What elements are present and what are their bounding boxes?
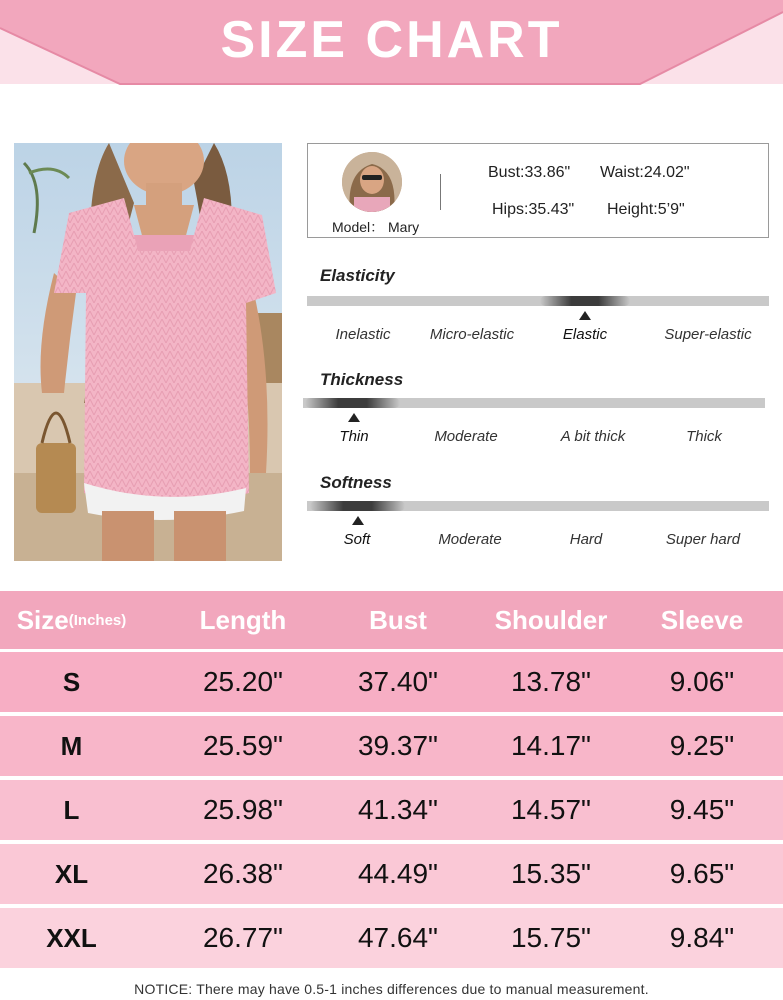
softness-label-soft: Soft — [343, 531, 371, 548]
model-avatar — [342, 152, 402, 212]
card-divider — [440, 174, 441, 210]
table-header-row — [0, 591, 783, 649]
header-sleeve: Sleeve — [660, 604, 744, 635]
elasticity-label-inelastic: Inelastic — [335, 326, 391, 343]
header-size — [0, 591, 143, 649]
elasticity-bar — [307, 296, 769, 306]
model-info-card — [307, 143, 769, 238]
measurement-notice: NOTICE: There may have 0.5-1 inches differences due to manual measurement. — [134, 981, 649, 997]
softness-label-hard: Hard — [569, 531, 603, 548]
row-length: 26.77" — [202, 922, 283, 953]
row-sleeve: 9.06" — [669, 666, 735, 697]
softness-label-moderate: Moderate — [438, 531, 502, 548]
thickness-label-a-bit-thick: A bit thick — [560, 428, 626, 445]
header-bust: Bust — [369, 604, 427, 635]
thickness-label-thick: Thick — [686, 428, 722, 445]
row-bust: 37.40" — [357, 666, 438, 697]
thickness-label-moderate: Moderate — [434, 428, 498, 445]
table-row — [0, 780, 783, 840]
table-row — [0, 844, 783, 904]
model-height: Height:5’9" — [607, 201, 685, 218]
softness-marker — [310, 501, 405, 511]
elasticity-title: Elasticity — [320, 266, 395, 285]
table-row — [0, 716, 783, 776]
row-bust: 47.64" — [357, 922, 438, 953]
row-bust: 41.34" — [357, 794, 438, 825]
row-size: XL — [54, 858, 89, 889]
softness-title: Softness — [320, 473, 392, 492]
model-photo — [14, 143, 282, 561]
header-shoulder: Shoulder — [494, 604, 608, 635]
header-size-label: Size — [16, 604, 69, 635]
row-size: M — [60, 730, 83, 761]
row-shoulder: 13.78" — [510, 666, 591, 697]
thickness-label-thin: Thin — [339, 428, 369, 445]
page-title: SIZE CHART — [220, 11, 563, 69]
table-row — [0, 908, 783, 968]
thickness-title: Thickness — [320, 370, 404, 389]
header-size-unit: (Inches) — [68, 611, 127, 629]
header-length: Length — [199, 604, 287, 635]
model-bust: Bust:33.86" — [488, 164, 571, 181]
row-length: 26.38" — [202, 858, 283, 889]
size-table — [0, 591, 783, 972]
thickness-marker — [305, 398, 400, 408]
elasticity-label-super-elastic: Super-elastic — [664, 326, 752, 343]
row-sleeve: 9.45" — [669, 794, 735, 825]
row-size: XXL — [46, 922, 97, 953]
row-sleeve: 9.84" — [669, 922, 735, 953]
softness-label-super-hard: Super hard — [665, 531, 741, 548]
elasticity-arrow-icon — [579, 311, 591, 320]
row-shoulder: 14.57" — [510, 794, 591, 825]
row-bust: 44.49" — [357, 858, 438, 889]
row-length: 25.98" — [202, 794, 283, 825]
softness-arrow-icon — [352, 516, 364, 525]
row-shoulder: 15.35" — [510, 858, 591, 889]
table-row — [0, 652, 783, 712]
model-waist: Waist:24.02" — [600, 164, 690, 181]
elasticity-label-elastic: Elastic — [562, 326, 608, 343]
elasticity-label-micro-elastic: Micro-elastic — [429, 326, 515, 343]
row-shoulder: 15.75" — [510, 922, 591, 953]
row-length: 25.59" — [202, 730, 283, 761]
thickness-arrow-icon — [348, 413, 360, 422]
row-sleeve: 9.65" — [669, 858, 735, 889]
row-size: S — [62, 666, 81, 697]
row-shoulder: 14.17" — [510, 730, 591, 761]
elasticity-marker — [540, 296, 630, 306]
row-sleeve: 9.25" — [669, 730, 735, 761]
row-bust: 39.37" — [357, 730, 438, 761]
model-name: Model： Mary — [332, 219, 420, 235]
row-length: 25.20" — [202, 666, 283, 697]
title-banner — [0, 0, 783, 95]
row-size: L — [63, 794, 80, 825]
model-hips: Hips:35.43" — [492, 201, 575, 218]
